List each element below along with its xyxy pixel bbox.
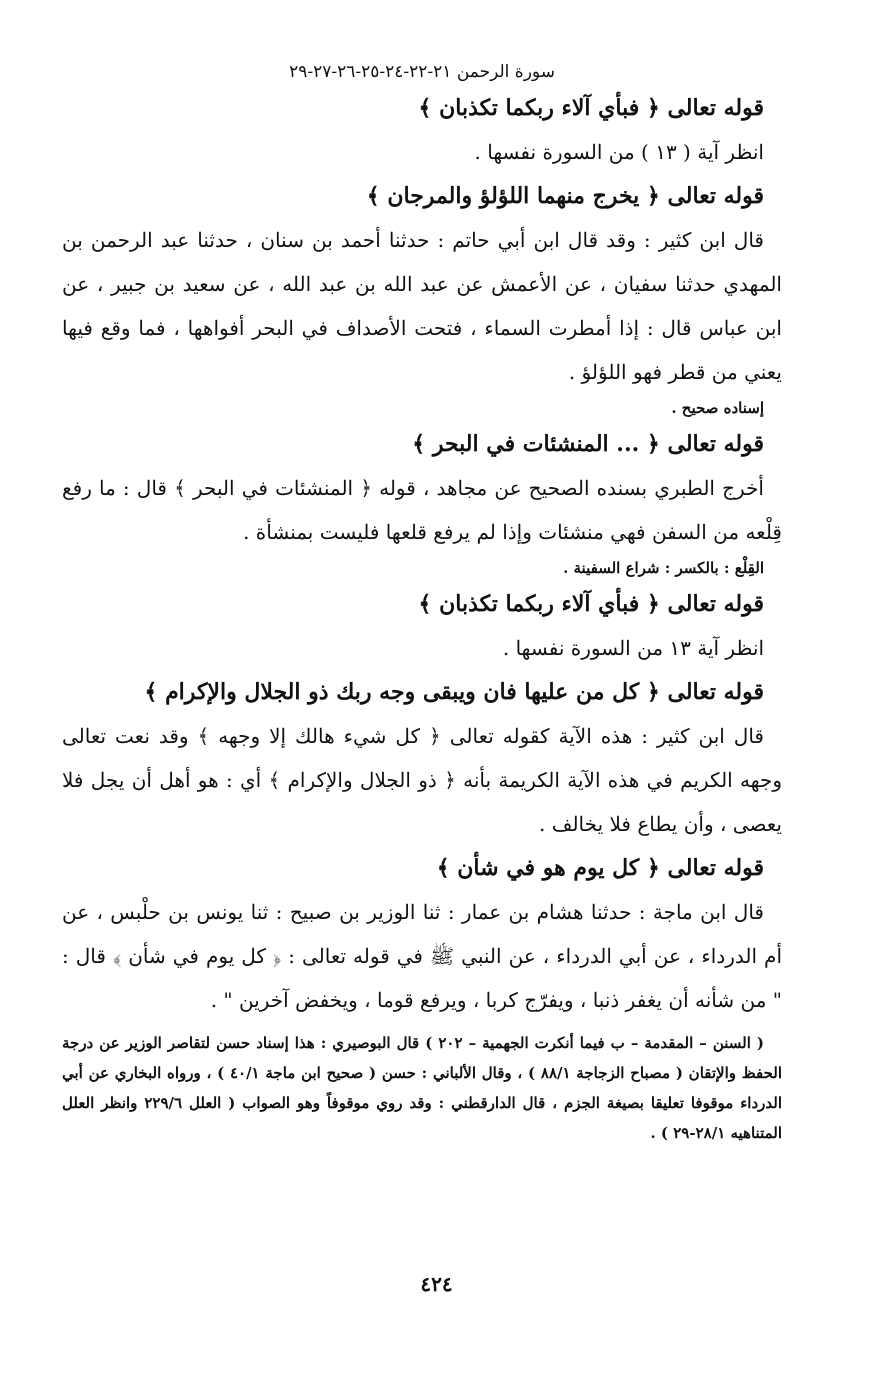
running-head: سورة الرحمن ٢١-٢٢-٢٤-٢٥-٢٦-٢٧-٢٩ [289, 62, 555, 82]
note: القِلْع : بالكسر : شراع السفينة . [563, 559, 764, 577]
verse-heading: قوله تعالى ﴿ كل يوم هو في شأن ﴾ [436, 855, 764, 881]
paragraph: قال ابن كثير : هذه الآية كقوله تعالى ﴿ كل شيء هالك إلا وجهه ﴾ وقد نعت تعالى وجهه الكريم في هذه الآية الكريمة بأنه ﴿ ذو الجلال والإكرام ﴾ أي : هو أهل أن يجل فلا يعصى ، وأن يطاع فلا يخالف . [62, 724, 782, 836]
paragraph: انظر آية ( ١٣ ) من السورة نفسها . [474, 140, 764, 164]
verse-heading: قوله تعالى ﴿ فبأي آلاء ربكما تكذبان ﴾ [418, 591, 764, 617]
page-body [62, 62, 782, 1148]
page-number: ٤٢٤ [420, 1272, 453, 1296]
paragraph: انظر آية ١٣ من السورة نفسها . [502, 636, 764, 660]
verse-heading: قوله تعالى ﴿ كل من عليها فان ويبقى وجه ربك ذو الجلال والإكرام ﴾ [144, 679, 764, 705]
note: إسناده صحيح . [671, 399, 764, 417]
footnote: ( السنن – المقدمة – ب فيما أنكرت الجهمية – ٢٠٢ ) قال البوصيري : هذا إسناد حسن لتقاصر الوزير عن درجة الحفظ والإتقان ( مصباح الزجاجة ٨٨/١ ) ، وقال الألباني : حسن ( صحيح ابن ماجة ٤٠/١ ) ، ورواه البخاري عن أبي الدرداء موقوفا تعليقا بصيغة الجزم ، قال الدارقطني : وقد روي موقوفاً وهو الصواب ( العلل ٢٢٩/٦ وانظر العلل المتناهيه ٢٨/١-٢٩ ) . [62, 1034, 782, 1142]
verse-heading: قوله تعالى ﴿ يخرج منهما اللؤلؤ والمرجان ﴾ [366, 183, 764, 209]
paragraph: قال ابن كثير : وقد قال ابن أبي حاتم : حدثنا أحمد بن سنان ، حدثنا عبد الرحمن بن المهدي حدثنا سفيان ، عن الأعمش عن عبد الله بن عبد الله ، عن سعيد بن جبير ، عن ابن عباس قال : إذا أمطرت السماء ، فتحت الأصداف في البحر أفواهها ، فما وقع فيها يعني من قطر فهو اللؤلؤ . [62, 228, 782, 384]
verse-heading: قوله تعالى ﴿ فبأي آلاء ربكما تكذبان ﴾ [418, 95, 764, 121]
paragraph: قال ابن ماجة : حدثنا هشام بن عمار : ثنا الوزير بن صبيح : ثنا يونس بن حلْبس ، عن أم الدرداء ، عن أبي الدرداء ، عن النبي ﷺ في قوله تعالى : ﴿ كل يوم في شأن ﴾ قال : " من شأنه أن يغفر ذنبا ، ويفرّج كربا ، ويرفع قوما ، ويخفض آخرين " . [62, 900, 782, 1012]
verse-heading: قوله تعالى ﴿ ... المنشئات في البحر ﴾ [412, 431, 764, 457]
paragraph: أخرج الطبري بسنده الصحيح عن مجاهد ، قوله ﴿ المنشئات في البحر ﴾ قال : ما رفع قِلْعه من السفن فهي منشئات وإذا لم يرفع قلعها فليست بمنشأة . [62, 476, 782, 544]
